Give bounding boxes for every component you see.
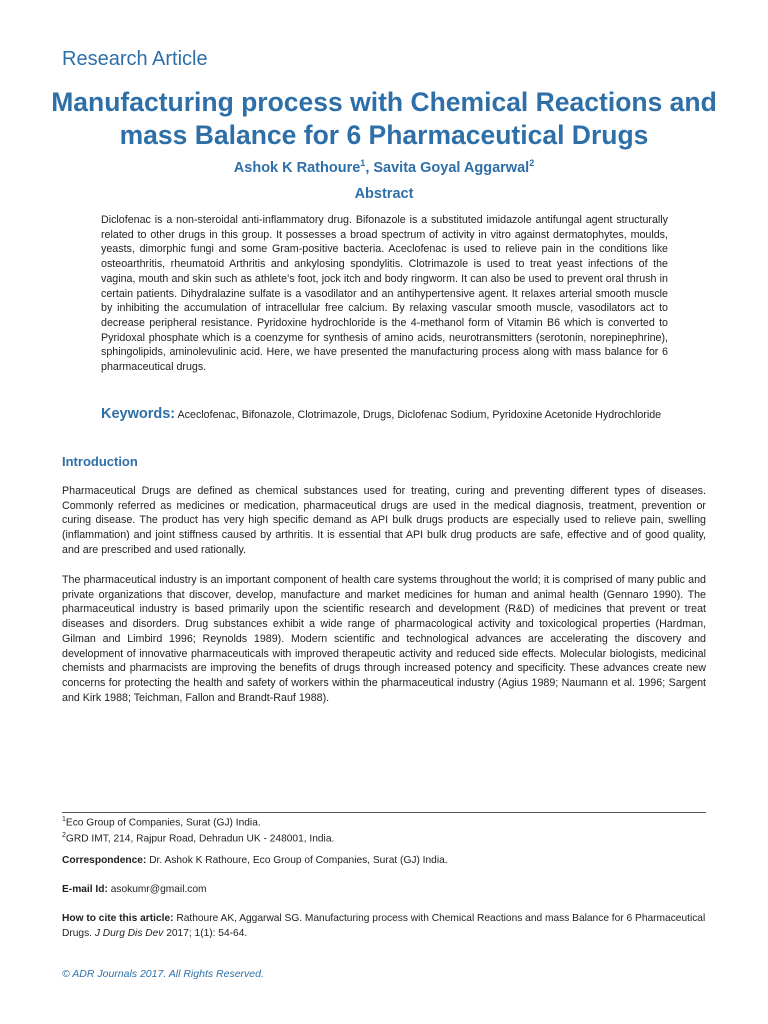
author-separator: , bbox=[365, 159, 374, 176]
body-paragraph: Pharmaceutical Drugs are defined as chemical substances used for treating, curing and preventing different types of diseases. Commonly referred as medicines or medication, pharmaceutical drugs are used in the medical diagnosis, treatment, prevention or curing disease. The product has very high specific demand as API bulk drugs products are especially used to relieve pain, swelling (inflammation) and joint stiffness caused by arthritis. It is essential that API bulk drug products are safe, effective and of good quality, and are prescribed and used rationally. bbox=[62, 485, 706, 556]
affiliation-mark: 2 bbox=[62, 832, 66, 839]
affiliation-text: GRD IMT, 214, Rajpur Road, Dehradun UK - 248001, India. bbox=[65, 833, 335, 845]
introduction-heading: Introduction bbox=[62, 454, 138, 469]
email-link[interactable]: asokumr@gmail.com bbox=[110, 884, 207, 895]
correspondence-label: Correspondence: bbox=[62, 855, 147, 866]
keywords-label: Keywords: bbox=[101, 406, 176, 422]
author-name: Ashok K Rathoure bbox=[233, 159, 361, 176]
citation-journal: J Durg Dis Dev bbox=[94, 928, 164, 939]
citation-label: How to cite this article: bbox=[62, 913, 174, 924]
affiliation-mark: 1 bbox=[62, 816, 66, 823]
affiliation-text: Eco Group of Companies, Surat (GJ) India. bbox=[65, 817, 261, 829]
affiliation-footnote bbox=[62, 828, 706, 846]
correspondence-line bbox=[62, 853, 706, 868]
keywords-block bbox=[101, 407, 668, 422]
email-line bbox=[62, 882, 706, 897]
abstract-text: Diclofenac is a non-steroidal anti-inflammatory drug. Bifonazole is a substituted imidazole antifungal agent structurally related to other drugs in this group. It possesses a broad spectrum of activity in vitro against dermatophytes, moulds, yeasts, dimorphic fungi and some Gram-positive bacteria. Aceclofenac is used to relieve pain in the conditions like osteoarthritis, rheumatoid Arthritis and ankylosing spondylitis. Clotrimazole is used to treat yeast infections of the vagina, mouth and skin such as athlete’s foot, jock itch and body ringworm. It can also be used to prevent oral thrush in certain patients. Dihydralazine sulfate is a vasodilator and an antihypertensive agent. It relaxes arterial smooth muscle by inhibiting the accumulation of intracellular free calcium. By relaxing vascular smooth muscle, vasodilators act to decrease peripheral resistance. Pyridoxine hydrochloride is the 4-methanol form of Vitamin B6 which is converted to Pyridoxal phosphate which is a coenzyme for synthesis of amino acids, neurotransmitters (serotonin, norepinephrine), sphingolipids, aminolevulinic acid. Here, we have presented the manufacturing process along with mass balance for 6 pharmaceutical drugs. bbox=[101, 214, 668, 374]
affiliation-mark: 1 bbox=[360, 158, 366, 168]
paper-title: Manufacturing process with Chemical Reactions and mass Balance for 6 Pharmaceutical Drugs bbox=[51, 87, 717, 150]
affiliation-mark: 2 bbox=[529, 158, 535, 168]
article-type: Research Article bbox=[62, 48, 208, 70]
correspondence-text: Dr. Ashok K Rathoure, Eco Group of Companies, Surat (GJ) India. bbox=[149, 855, 448, 866]
citation-line bbox=[62, 911, 706, 941]
citation-details: 2017; 1(1): 54-64. bbox=[166, 928, 248, 939]
author-name: Savita Goyal Aggarwal bbox=[373, 159, 530, 176]
copyright-notice: © ADR Journals 2017. All Rights Reserved. bbox=[62, 968, 264, 980]
author-list bbox=[0, 158, 768, 176]
keywords-list: Aceclofenac, Bifonazole, Clotrimazole, Drugs, Diclofenac Sodium, Pyridoxine Acetonide Hydrochloride bbox=[177, 409, 662, 421]
email-label: E-mail Id: bbox=[62, 884, 108, 895]
citation-text: Rathoure AK, Aggarwal SG. Manufacturing process with Chemical Reactions and mass Balance for 6 Pharmaceutical Drugs. bbox=[62, 913, 706, 939]
body-paragraph: The pharmaceutical industry is an important component of health care systems throughout the world; it is comprised of many public and private organizations that discover, develop, manufacture and market medicines for human and animal health (Gennaro 1990). The pharmaceutical industry is based primarily upon the scientific research and development (R&D) of medicines that prevent or treat diseases and disorders. Drug substances exhibit a wide range of pharmacological activity and toxicological properties (Hardman, Gilman and Limbird 1996; Reynolds 1989). Modern scientific and technological advances are accelerating the discovery and development of innovative pharmaceuticals with improved therapeutic activity and reduced side effects. Molecular biologists, medicinal chemists and pharmacists are improving the benefits of drugs through increased potency and specificity. These advances create new concerns for protecting the health and safety of workers within the pharmaceutical industry (Agius 1989; Naumann et al. 1996; Sargent and Kirk 1988; Teichman, Fallon and Brandt-Rauf 1988). bbox=[62, 574, 706, 704]
abstract-heading: Abstract bbox=[354, 186, 414, 202]
